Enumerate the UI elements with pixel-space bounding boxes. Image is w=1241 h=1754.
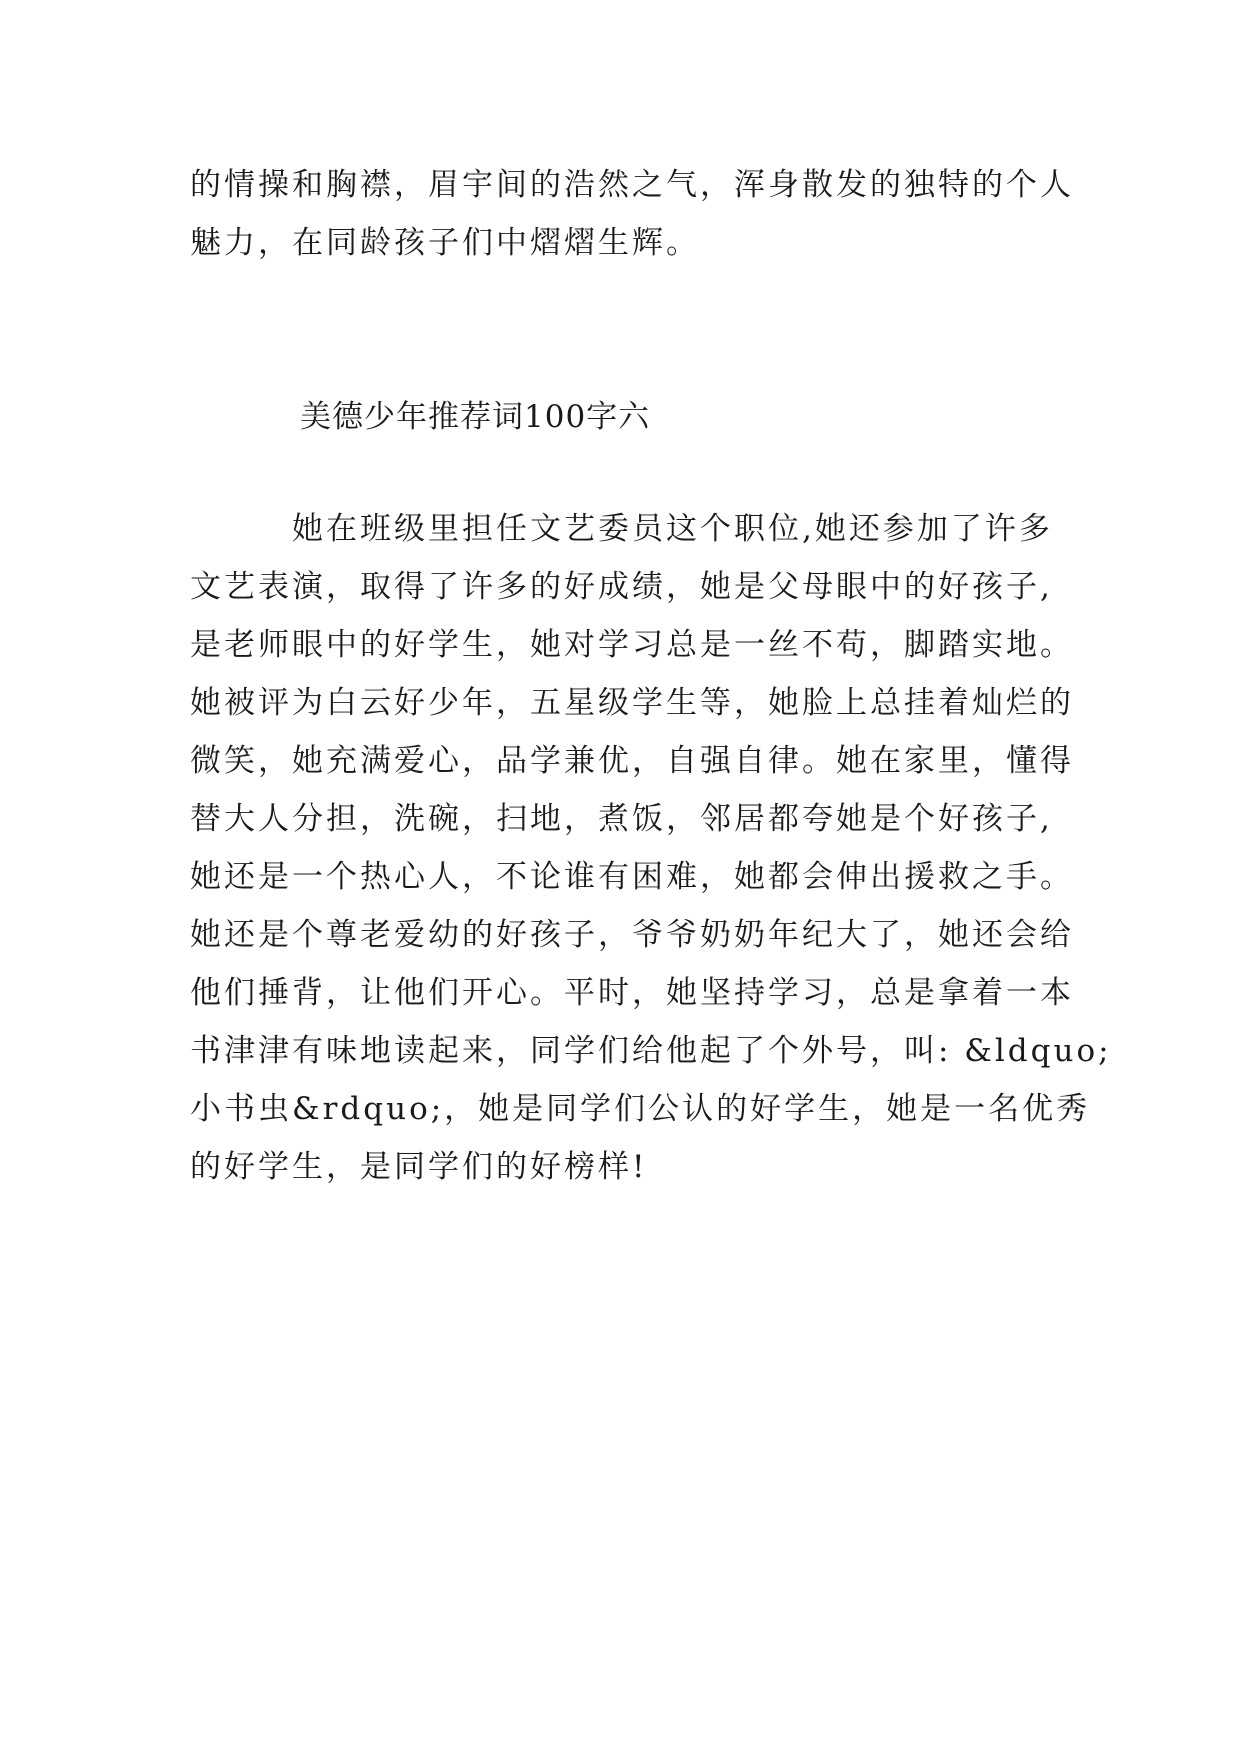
body-line: 书津津有味地读起来，同学们给他起了个外号，叫: &ldquo; — [190, 1033, 1112, 1069]
body-line: 他们捶背，让他们开心。平时，她坚持学习，总是拿着一本 — [190, 975, 1074, 1011]
intro-line: 魅力，在同龄孩子们中熠熠生辉。 — [190, 225, 700, 261]
body-line: 是老师眼中的好学生，她对学习总是一丝不苟，脚踏实地。 — [190, 627, 1074, 663]
body-line: 她被评为白云好少年，五星级学生等，她脸上总挂着灿烂的 — [190, 685, 1074, 721]
body-line: 小书虫&rdquo;，她是同学们公认的好学生，她是一名优秀 — [190, 1091, 1091, 1127]
body-line: 她还是个尊老爱幼的好孩子，爷爷奶奶年纪大了，她还会给 — [190, 917, 1074, 953]
body-line: 她在班级里担任文艺委员这个职位,她还参加了许多 — [190, 511, 1053, 547]
section-title: 美德少年推荐词100字六 — [300, 399, 651, 435]
body-line: 文艺表演，取得了许多的好成绩，她是父母眼中的好孩子, — [190, 569, 1053, 605]
body-line: 替大人分担，洗碗，扫地，煮饭，邻居都夸她是个好孩子, — [190, 801, 1053, 837]
body-line: 微笑，她充满爱心，品学兼优，自强自律。她在家里，懂得 — [190, 743, 1074, 779]
body-line: 她还是一个热心人，不论谁有困难，她都会伸出援救之手。 — [190, 859, 1074, 895]
body-line: 的好学生，是同学们的好榜样! — [190, 1149, 648, 1185]
intro-line: 的情操和胸襟，眉宇间的浩然之气，浑身散发的独特的个人 — [190, 167, 1074, 203]
